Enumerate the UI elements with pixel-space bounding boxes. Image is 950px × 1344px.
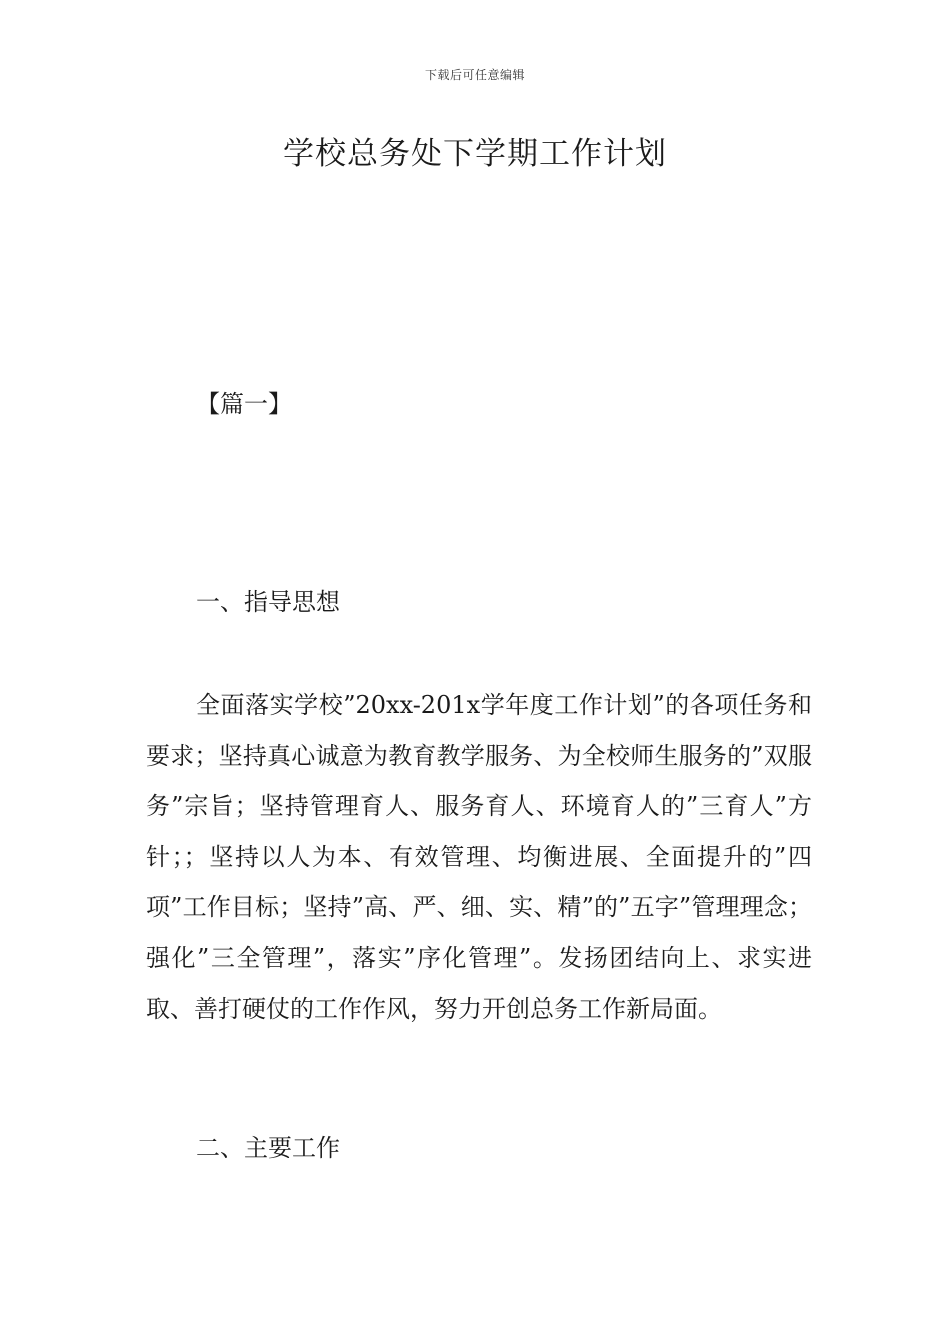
document-title: 学校总务处下学期工作计划 <box>283 136 667 172</box>
section-tag: 【篇一】 <box>196 390 292 418</box>
section-heading-guiding-ideology: 一、指导思想 <box>196 588 340 616</box>
section-heading-main-work: 二、主要工作 <box>196 1134 340 1162</box>
body-paragraph: 全面落实学校”20xx-201x学年度工作计划”的各项任务和要求；坚持真心诚意为教育教学服务、为全校师生服务的”双服务”宗旨；坚持管理育人、服务育人、环境育人的”三育人”方针；；坚持以人为本、有效管理、均衡进展、全面提升的”四项”工作目标；坚持”高、严、细、实、精”的”五字”管理理念；强化”三全管理”，落实”序化管理”。发扬团结向上、求实进取、善打硬仗的工作作风，努力开创总务工作新局面。 <box>146 691 812 1023</box>
header-note: 下载后可任意编辑 <box>424 68 525 82</box>
